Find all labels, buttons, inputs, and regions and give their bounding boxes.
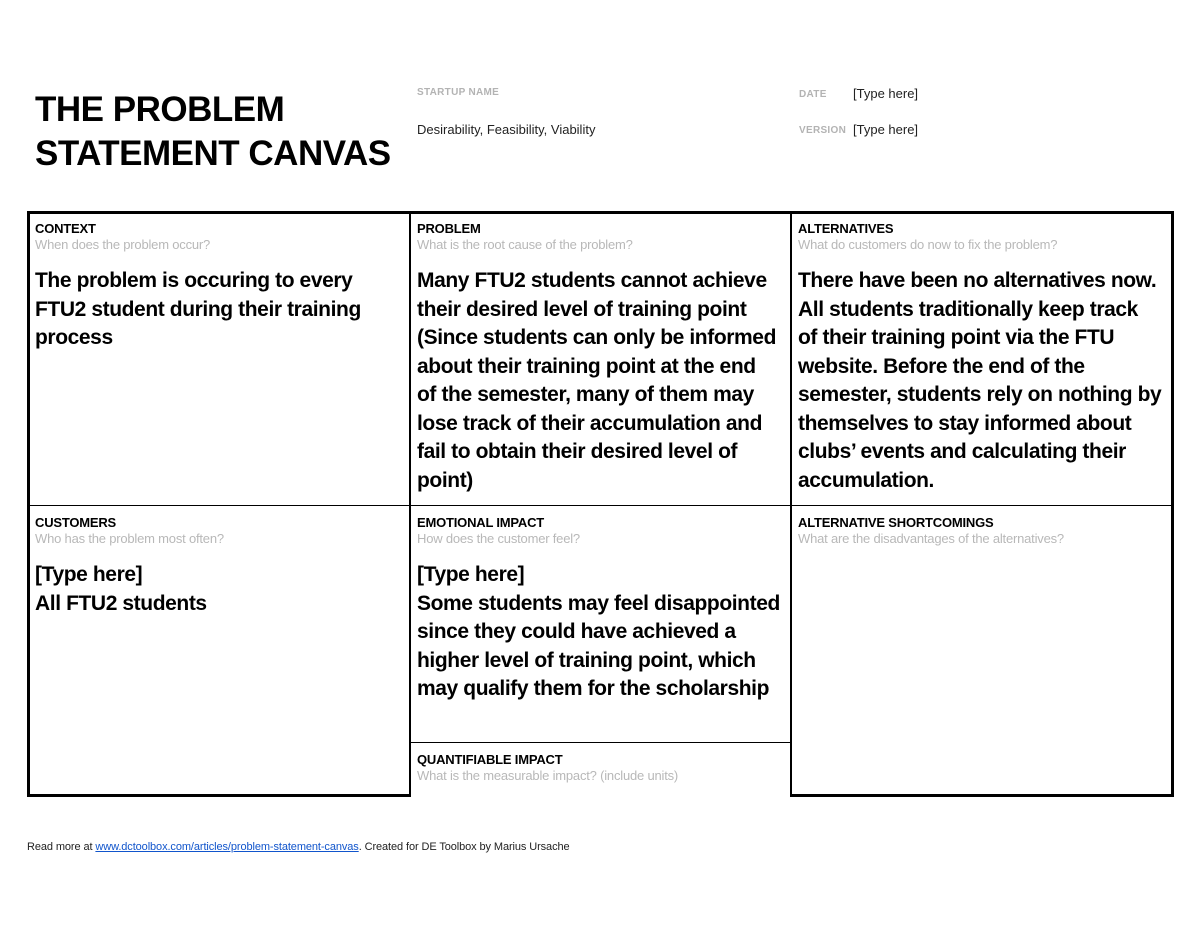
version-label: VERSION	[799, 125, 847, 136]
alternatives-hint: What do customers do now to fix the problem?	[798, 237, 1058, 252]
footer-suffix: . Created for DE Toolbox by Marius Ursache	[358, 841, 570, 853]
alternatives-label: ALTERNATIVES	[798, 221, 894, 236]
startup-name-field[interactable]: Desirability, Feasibility, Viability	[417, 122, 596, 137]
alternative-shortcomings-label: ALTERNATIVE SHORTCOMINGS	[798, 515, 994, 530]
title-line-1: THE PROBLEM	[35, 90, 285, 129]
problem-hint: What is the root cause of the problem?	[417, 237, 633, 252]
footer-credit	[27, 841, 570, 853]
page-title	[35, 88, 405, 176]
alternatives-cell[interactable]	[790, 211, 1174, 506]
context-hint: When does the problem occur?	[35, 237, 211, 252]
emotional-impact-cell[interactable]	[409, 505, 792, 743]
customers-text[interactable]: [Type here] All FTU2 students	[35, 563, 207, 615]
startup-name-label: STARTUP NAME	[417, 87, 500, 98]
footer-prefix: Read more at	[27, 841, 96, 853]
emotional-impact-hint: How does the customer feel?	[417, 531, 580, 546]
alternative-shortcomings-cell[interactable]	[790, 505, 1174, 797]
quantifiable-impact-hint: What is the measurable impact? (include units)	[417, 768, 679, 783]
emotional-impact-text[interactable]: [Type here] Some students may feel disappointed since they could have achieved a higher level of training point, which may qualify them for the scholarship	[417, 563, 780, 700]
context-text[interactable]: The problem is occuring to every FTU2 student during their training process	[35, 269, 361, 349]
quantifiable-impact-label: QUANTIFIABLE IMPACT	[417, 752, 563, 767]
context-cell[interactable]	[27, 211, 410, 506]
date-field[interactable]: [Type here]	[853, 86, 919, 101]
problem-text[interactable]: Many FTU2 students cannot achieve their desired level of training point (Since students can only be informed about their training point at the end of the semester, many of them may lose track of their accumulation and fail to obtain their desired level of point)	[417, 269, 776, 492]
problem-label: PROBLEM	[417, 221, 481, 236]
version-field[interactable]: [Type here]	[853, 122, 919, 137]
customers-cell[interactable]	[27, 505, 410, 797]
customers-label: CUSTOMERS	[35, 515, 117, 530]
problem-statement-canvas	[27, 211, 1174, 797]
context-label: CONTEXT	[35, 221, 96, 236]
footer-link[interactable]: www.dctoolbox.com/articles/problem-statement-canvas	[95, 841, 359, 853]
date-label: DATE	[799, 89, 827, 100]
quantifiable-impact-cell[interactable]	[409, 742, 792, 797]
emotional-impact-label: EMOTIONAL IMPACT	[417, 515, 545, 530]
customers-hint: Who has the problem most often?	[35, 531, 224, 546]
title-line-2: STATEMENT CANVAS	[35, 134, 391, 173]
alternative-shortcomings-hint: What are the disadvantages of the alternatives?	[798, 531, 1064, 546]
problem-cell[interactable]	[409, 211, 792, 506]
alternatives-text[interactable]: There have been no alternatives now. All students traditionally keep track of their training point via the FTU website. Before the end of the semester, students rely on nothing by themselves to stay informed about clubs’ events and calculating their accumulation.	[798, 269, 1162, 492]
